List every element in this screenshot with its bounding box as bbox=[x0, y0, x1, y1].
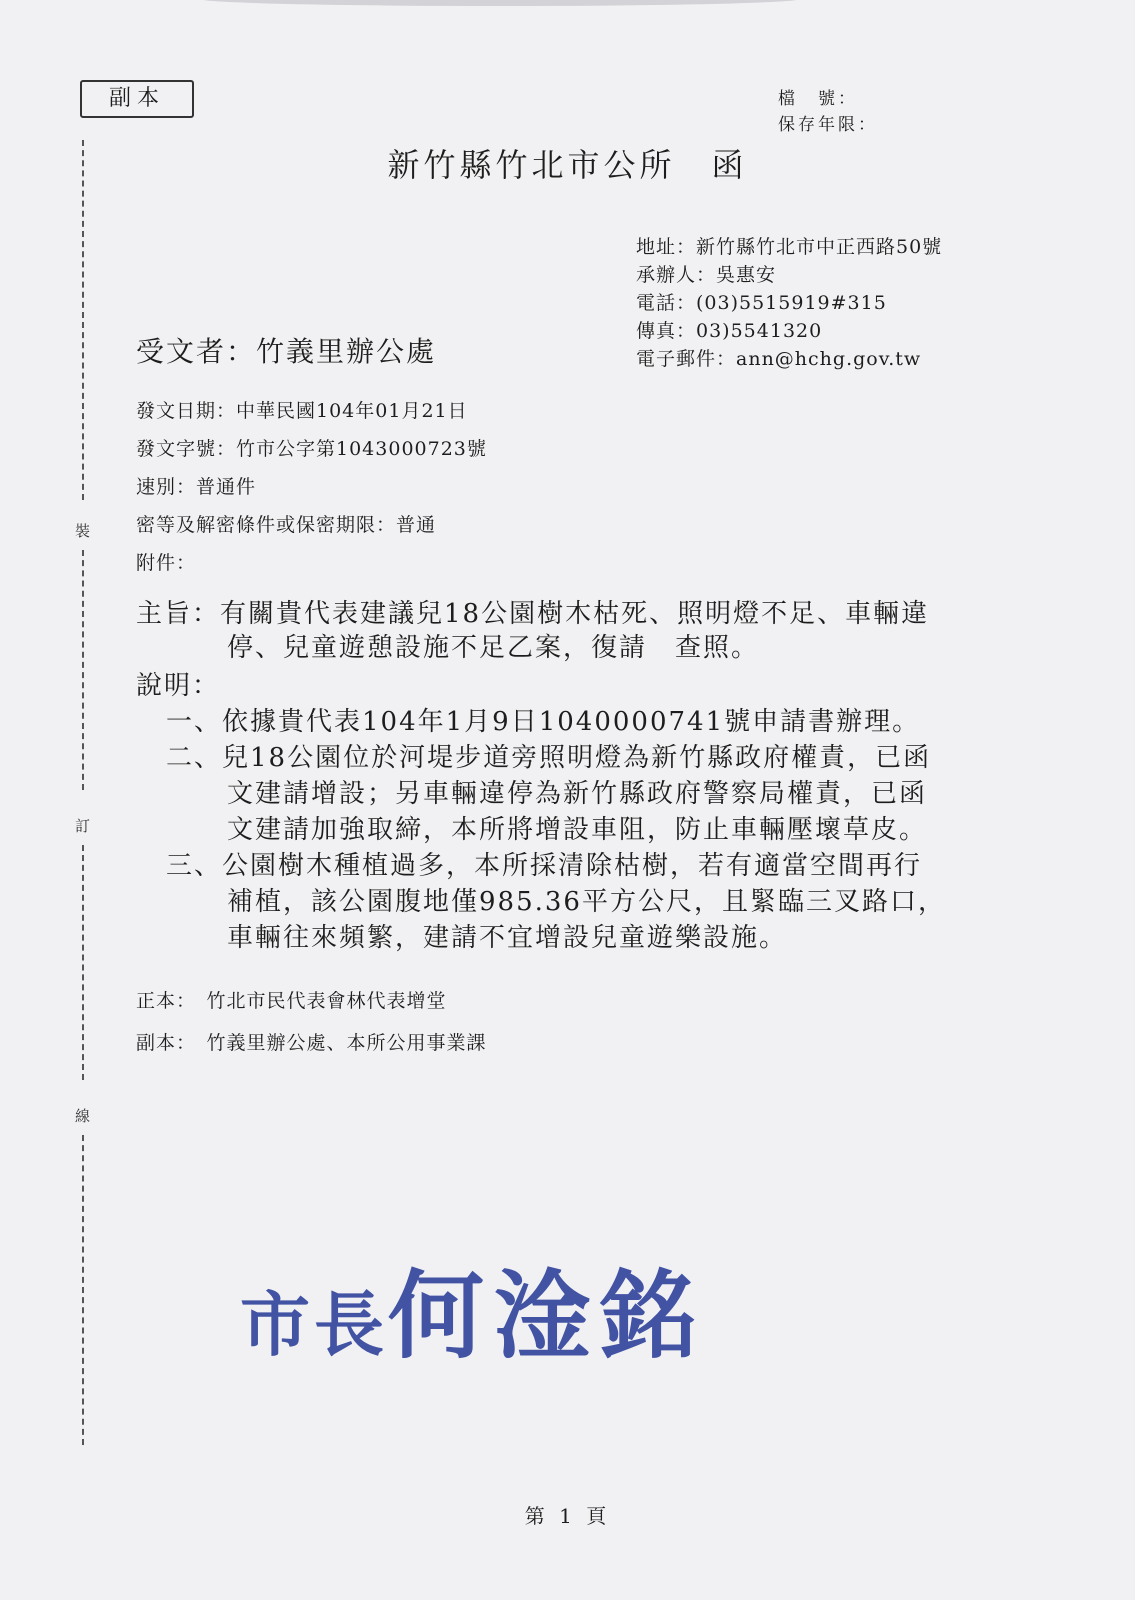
contact-fax: 傳真：03)5541320 bbox=[636, 320, 823, 342]
contact-handler: 承辦人：吳惠安 bbox=[636, 264, 777, 286]
explanation-line: 補植，該公園腹地僅985.36平方公尺，且緊臨三叉路口， bbox=[227, 887, 946, 917]
speed-class: 速別：普通件 bbox=[136, 476, 257, 498]
binding-line-segment bbox=[82, 845, 84, 1080]
binding-mark-bind: 裝 bbox=[75, 522, 91, 540]
page-number: 第 1 頁 bbox=[524, 1504, 611, 1528]
retention-label: 保存年限： bbox=[778, 115, 878, 135]
explanation-label: 說明： bbox=[136, 671, 221, 701]
file-number-label: 檔 號： bbox=[778, 89, 858, 109]
explanation-line: 三、公園樹木種植過多，本所採清除枯樹，若有適當空間再行 bbox=[166, 851, 923, 881]
mayor-seal-stamp bbox=[240, 1240, 706, 1377]
seal-title: 市長 bbox=[240, 1283, 388, 1366]
explanation-line: 一、依據貴代表104年1月9日1040000741號申請書辦理。 bbox=[166, 707, 921, 737]
explanation-line: 文建請加強取締，本所將增設車阻，防止車輛壓壞草皮。 bbox=[227, 815, 928, 845]
binding-line-segment bbox=[82, 1135, 84, 1445]
subject-line-2: 停、兒童遊憩設施不足乙案，復請 查照。 bbox=[227, 633, 760, 663]
scan-shadow bbox=[200, 0, 800, 6]
binding-line-segment bbox=[82, 550, 84, 790]
secrecy-level: 密等及解密條件或保密期限：普通 bbox=[136, 514, 437, 536]
copy-label-box: 副本 bbox=[80, 80, 194, 118]
issue-reference: 發文字號：竹市公字第1043000723號 bbox=[136, 438, 487, 460]
binding-mark-stitch: 訂 bbox=[75, 817, 91, 835]
contact-phone: 電話：(03)5515919#315 bbox=[636, 292, 887, 314]
copy-recipient: 副本： 竹義里辦公處、本所公用事業課 bbox=[136, 1032, 487, 1054]
binding-mark-line: 線 bbox=[75, 1107, 91, 1125]
attachment: 附件： bbox=[136, 552, 197, 574]
contact-address: 地址：新竹縣竹北市中正西路50號 bbox=[636, 236, 943, 258]
recipient: 受文者：竹義里辦公處 bbox=[136, 335, 437, 368]
primary-recipient: 正本： 竹北市民代表會林代表增堂 bbox=[136, 990, 447, 1012]
explanation-line: 文建請增設；另車輛違停為新竹縣政府警察局權責，已函 bbox=[227, 779, 928, 809]
subject-line-1: 主旨：有關貴代表建議兒18公園樹木枯死、照明燈不足、車輛違 bbox=[136, 599, 930, 629]
explanation-line: 二、兒18公園位於河堤步道旁照明燈為新竹縣政府權責，已函 bbox=[166, 743, 932, 773]
document-title: 新竹縣竹北市公所 函 bbox=[387, 146, 748, 184]
issue-date: 發文日期：中華民國104年01月21日 bbox=[136, 400, 468, 422]
seal-name: 何淦銘 bbox=[388, 1259, 706, 1372]
contact-email: 電子郵件：ann@hchg.gov.tw bbox=[636, 348, 922, 370]
binding-line-segment bbox=[82, 140, 84, 500]
explanation-line: 車輛往來頻繁，建請不宜增設兒童遊樂設施。 bbox=[227, 923, 788, 953]
